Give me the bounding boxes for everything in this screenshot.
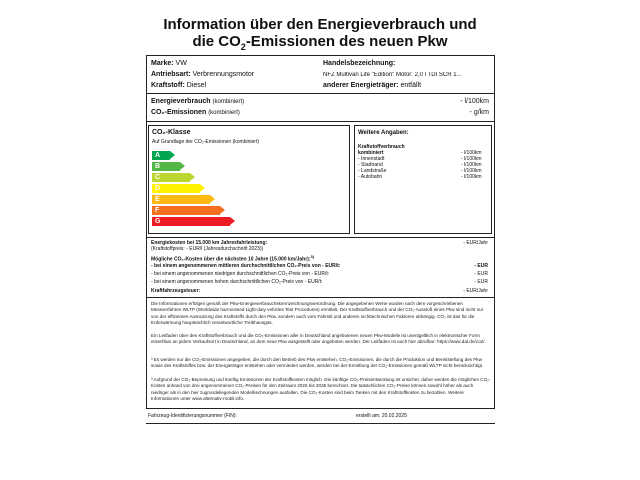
label-erstellt-am: erstellt am: 20.02.2025 — [356, 413, 407, 419]
value-energieverbrauch: - l/100km — [460, 98, 489, 105]
value-co2-niedrig: - EUR — [474, 271, 488, 277]
label-co2-klasse: CO₂-Klasse — [152, 129, 191, 136]
value-landstrasse: - l/100km — [461, 168, 482, 174]
label-co2-mittel: - bei einem angenommenen mittleren durchschnittlichen CO₂-Preis von - EUR/t: — [151, 263, 341, 269]
co2-class-bar-e — [152, 195, 210, 204]
note-paragraph-2: Ein Leitfaden über den Kraftstoffverbrauch und die CO₂-Emissionen aller in Deutschland angebotenen neuen Pkw-Modelle ist unentgeltlich in elektronischer Form einsehbar an jedem Verkaufsort in Deutschland, an dem neue Pkw ausgestellt oder angeboten werden. Der Leitfaden ist auch hier abrufbar: https://www.dat.de/co2/. — [151, 333, 486, 345]
co2-class-bar-f — [152, 206, 220, 215]
co2-class-bar-d — [152, 184, 200, 193]
co2-class-letter: E — [155, 196, 160, 203]
co2-class-bar-b — [152, 162, 180, 171]
energy-label-card — [146, 55, 495, 409]
co2-class-bar-g — [152, 217, 230, 226]
value-stadtrand: - l/100km — [461, 162, 482, 168]
label-kombiniert: kombiniert — [358, 150, 384, 156]
further-info-box — [354, 125, 492, 234]
co2-class-letter: B — [155, 163, 161, 170]
note-paragraph-3: ³ Es werden nur die CO₂-Emissionen angegeben, die durch den Betrieb des Pkw entstehen. CO₂-Emissionen, die durch die Produktion und Bereitstellung des Pkw sowie des Kraftstoffes bzw. der Energieträger entstehen oder vermieden werden, werden bei der Ermittlung der CO₂-Emissionen gemäß WLTP nicht berücksichtigt. — [151, 357, 484, 369]
label-kraftstoffpreis: (Kraftstoffpreis: - EUR/l (Jahresdurchschnitt 2023)) — [151, 246, 264, 252]
row-co2-emissionen: CO₂-Emissionen (kombiniert) — [151, 109, 240, 116]
note-paragraph-4: ³ Aufgrund der CO₂-Bepreisung und künftig Emissionen der Kraftstoffkosten möglich. Die künftige CO₂-Preisentwicklung ist unsicher, daher werden die möglichen CO₂-Kosten anhand von drei angenommenen CO₂-Preisen für den Zeitraum 2026 bis 2035 berechnet. Die tatsächlichen CO₂-Preise können sowohl höher als auch niedriger als in den hier zugrundeliegenden Modellrechnungen ausfallen. Die CO₂-Kosten sind beim Tanken mit den Kraftstoffkosten zu bezahlen. Weitere Informationen unter www.alternativ-mobil.info. — [151, 377, 491, 402]
row-marke: Marke: VW — [151, 60, 187, 67]
value-handelsbezeichnung: NFZ Multivan Life "Edition" Motor: 2,0 l TDI SCR 1... — [323, 72, 462, 78]
co2-class-letter: C — [155, 174, 161, 181]
divider — [147, 237, 494, 238]
label-co2-niedrig: - bei einem angenommenen niedrigen durchschnittlichen CO₂-Preis von - EUR/t: — [151, 271, 330, 277]
label-innenstadt: - Innenstadt — [358, 156, 385, 162]
note-paragraph-1: Die Informationen erfolgen gemäß der Pkw-Energieverbrauchskennzeichnungsverordnung. Die angegebenen Werte wurden nach dem vorgeschriebenen Messverfahren WLTP (Worldwide harmonised Light-duty vehicles Test Procedures) ermittelt. Der Kraftstoffverbrauch und der CO₂-Ausstoß eines Pkw sind nicht nur von der effizienten Ausnutzung des Kraftstoffs durch den Pkw, sondern auch vom Fahrstil und anderen nichttechnischen Faktoren abhängig. CO₂ ist das für die Erderwärmung hauptsächlich verantwortliche Treibhausgas. — [151, 301, 484, 326]
label-title-line2: die $CO_2$-Emissionen des neuen Pkw — [192, 33, 448, 52]
value-innenstadt: - l/100km — [461, 156, 482, 162]
row-energieverbrauch: Energieverbrauch (kombiniert) — [151, 98, 245, 105]
label-co2-klasse-subtitle: Auf Grundlage der CO₂-Emissionen (kombiniert) — [152, 139, 259, 145]
label-co2-hoch: - bei einem angenommenen hohen durchschnittlichen CO₂-Preis von - EUR/t: — [151, 279, 323, 285]
value-autobahn: - l/100km — [461, 174, 482, 180]
label-energiekosten: Energiekosten bei 15.000 km Jahresfahrleistung: — [151, 240, 268, 246]
co2-class-bar-a — [152, 151, 170, 160]
value-co2-mittel: - EUR — [474, 263, 488, 269]
value-co2-emissionen: - g/km — [469, 109, 489, 116]
co2-class-box — [148, 125, 350, 234]
label-fin: Fahrzeug-Identifizierungsnummer (FIN): — [148, 413, 237, 419]
label-co2-kosten: Mögliche CO₂-Kosten über die nächsten 10 Jahre (15.000 km/Jahr):$^{3)}$ — [151, 254, 315, 263]
co2-class-letter: A — [155, 152, 161, 159]
row-anderer-energietraeger: anderer Energieträger: entfällt — [323, 82, 422, 89]
row-kraftstoff: Kraftstoff: Diesel — [151, 82, 207, 89]
label-weitere-angaben: Weitere Angaben: — [358, 130, 409, 136]
value-kraftfahrzeugsteuer: - EUR/Jahr — [463, 288, 488, 294]
label-autobahn: - Autobahn — [358, 174, 383, 180]
co2-class-letter: G — [155, 218, 161, 225]
label-handelsbezeichnung: Handelsbezeichnung: — [323, 60, 396, 67]
value-co2-hoch: - EUR — [474, 279, 488, 285]
row-antriebsart: Antriebsart: Verbrennungsmotor — [151, 71, 255, 78]
divider — [147, 93, 494, 94]
label-stadtrand: - Stadtrand — [358, 162, 383, 168]
label-kraftfahrzeugsteuer: Kraftfahrzeugsteuer: — [151, 288, 201, 294]
label-kraftstoffverbrauch: Kraftstoffverbrauch — [358, 144, 405, 150]
label-landstrasse: - Landstraße — [358, 168, 387, 174]
value-energiekosten: - EUR/Jahr — [463, 240, 488, 246]
label-title-line1: Information über den Energieverbrauch und — [163, 16, 477, 33]
divider — [147, 121, 494, 122]
divider — [147, 297, 494, 298]
value-kombiniert: - l/100km — [461, 150, 482, 156]
co2-class-letter: F — [155, 207, 160, 214]
co2-class-bar-c — [152, 173, 190, 182]
co2-class-letter: D — [155, 185, 161, 192]
footer-line — [146, 423, 495, 424]
